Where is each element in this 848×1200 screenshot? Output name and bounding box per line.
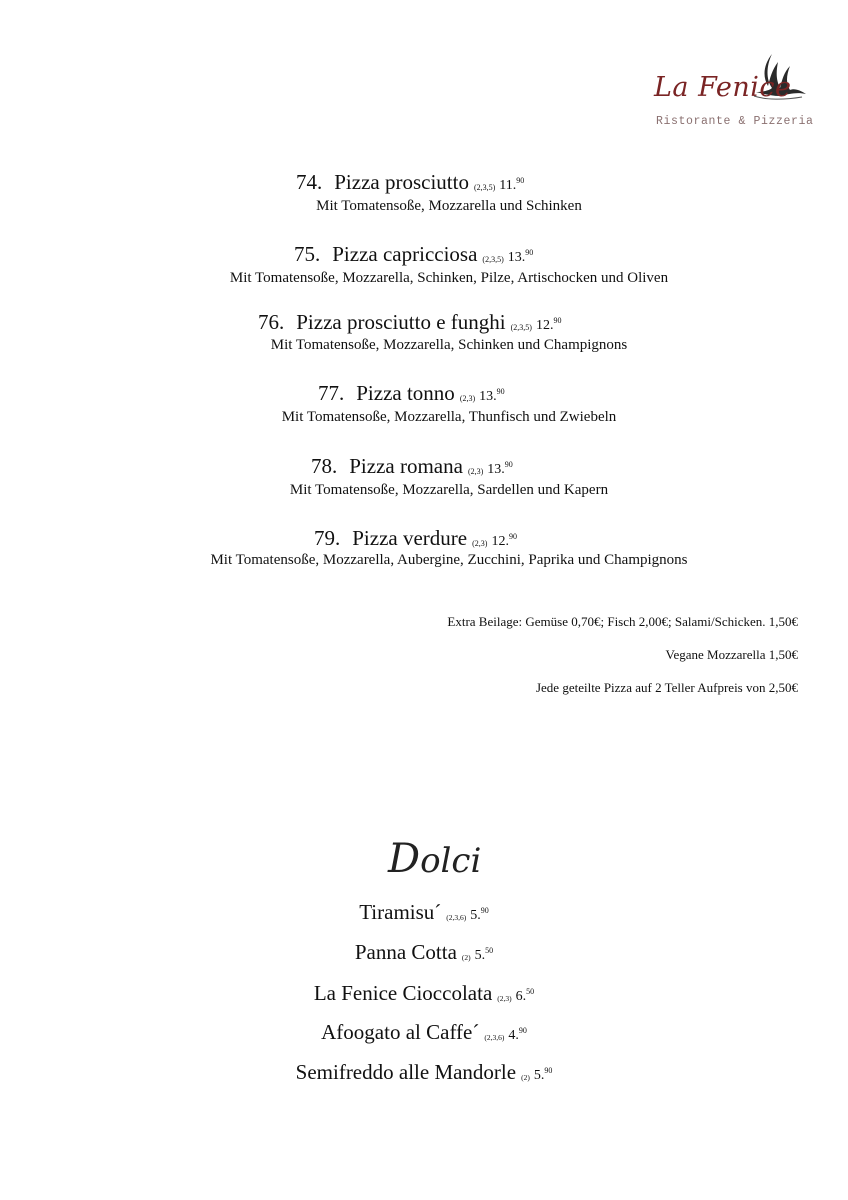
item-description: Mit Tomatensoße, Mozzarella, Schinken und Champignons: [270, 337, 628, 353]
item-name: Pizza tonno: [356, 381, 455, 405]
item-number: 77.: [318, 381, 345, 405]
item-number: 75.: [294, 242, 321, 266]
menu-item-title: [294, 242, 533, 267]
item-name: Semifreddo alle Mandorle: [295, 1060, 517, 1084]
restaurant-logo: [650, 50, 814, 135]
item-price: 5.90: [470, 906, 489, 923]
extra-note: Vegane Mozzarella 1,50€: [665, 647, 798, 662]
item-price: 13.90: [487, 460, 513, 477]
item-price: 13.90: [479, 387, 505, 404]
item-description: Mit Tomatensoße, Mozzarella, Schinken, Pilze, Artischocken und Oliven: [229, 270, 669, 286]
item-name: La Fenice Cioccolata: [313, 981, 493, 1005]
item-price: 6.50: [515, 987, 535, 1004]
item-price: 4.90: [508, 1026, 527, 1043]
item-name: Pizza prosciutto e funghi: [296, 310, 506, 334]
item-name: Tiramisu´: [359, 900, 442, 924]
item-price: 5.90: [533, 1066, 553, 1083]
item-name: Pizza verdure: [352, 526, 468, 550]
item-name: Panna Cotta: [354, 940, 457, 964]
menu-item-title: [258, 310, 561, 335]
item-number: 76.: [258, 310, 285, 334]
section-title-dolci: Dolci: [388, 836, 482, 882]
item-number: 78.: [311, 454, 338, 478]
logo-name: La Fenice: [654, 72, 792, 103]
item-name: Afoogato al Caffe´: [321, 1020, 480, 1044]
menu-item-title: [318, 381, 505, 406]
item-number: 79.: [314, 526, 341, 550]
allergen-codes: (2,3,6): [446, 913, 467, 922]
allergen-codes: (2,3): [467, 467, 484, 476]
allergen-codes: (2,3): [459, 394, 476, 403]
item-price: 11.90: [499, 176, 525, 193]
menu-item-title: [311, 454, 513, 479]
item-name: Pizza prosciutto: [334, 170, 469, 194]
dessert-item: [0, 981, 848, 1006]
allergen-codes: (2,3): [472, 539, 488, 548]
menu-item-title: [314, 526, 517, 551]
extra-note: Jede geteilte Pizza auf 2 Teller Aufpreis von 2,50€: [535, 680, 798, 695]
logo-subtitle: Ristorante & Pizzeria: [656, 115, 814, 128]
extra-note: Extra Beilage: Gemüse 0,70€; Fisch 2,00€; Salami/Schicken. 1,50€: [447, 614, 798, 629]
item-price: 13.90: [507, 248, 534, 265]
item-description: Mit Tomatensoße, Mozzarella, Sardellen und Kapern: [289, 482, 609, 498]
item-number: 74.: [296, 170, 323, 194]
dessert-item: [0, 1020, 848, 1045]
item-description: Mit Tomatensoße, Mozzarella und Schinken: [316, 198, 582, 214]
item-description: Mit Tomatensoße, Mozzarella, Aubergine, Zucchini, Paprika und Champignons: [210, 552, 688, 568]
item-price: 12.90: [535, 316, 562, 333]
allergen-codes: (2,3,5): [510, 323, 532, 332]
allergen-codes: (2,3,5): [482, 255, 504, 264]
allergen-codes: (2): [461, 953, 471, 962]
item-price: 5.50: [474, 946, 494, 963]
item-name: Pizza capricciosa: [332, 242, 478, 266]
item-description: Mit Tomatensoße, Mozzarella, Thunfisch und Zwiebeln: [281, 409, 617, 425]
item-price: 12.90: [491, 532, 517, 549]
menu-item-title: [296, 170, 524, 195]
allergen-codes: (2,3,5): [473, 183, 496, 192]
extras-notes: [447, 612, 798, 711]
dessert-item: [0, 940, 848, 965]
allergen-codes: (2,3,6): [484, 1033, 505, 1042]
dessert-item: [0, 900, 848, 925]
dessert-item: [0, 1060, 848, 1085]
allergen-codes: (2): [521, 1073, 530, 1082]
item-name: Pizza romana: [349, 454, 463, 478]
allergen-codes: (2,3): [497, 994, 512, 1003]
